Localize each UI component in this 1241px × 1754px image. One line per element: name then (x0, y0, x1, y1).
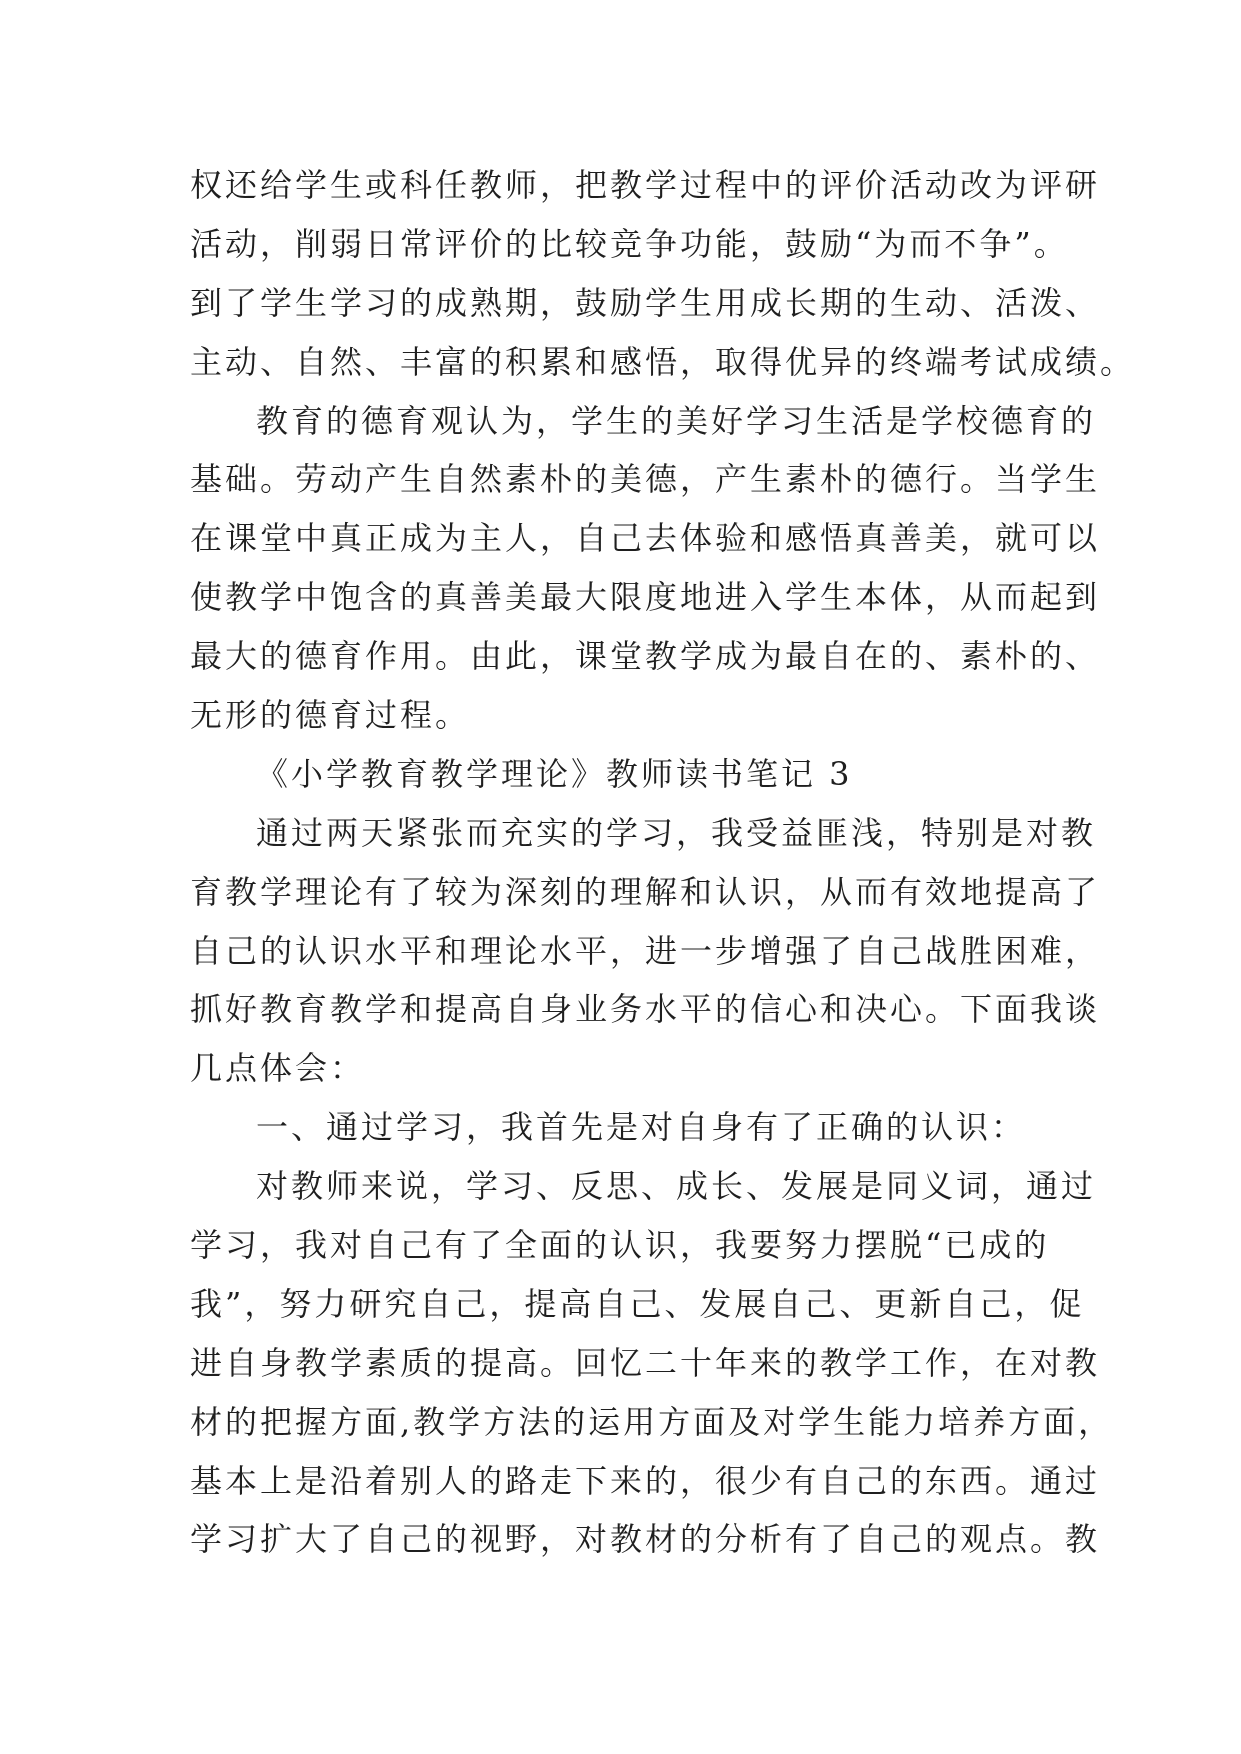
text-line: 基本上是沿着别人的路走下来的，很少有自己的东西。通过 (190, 1461, 1101, 1500)
text-line: 我”，努力研究自己，提高自己、发展自己、更新自己，促 (190, 1284, 1085, 1323)
text-line: 权还给学生或科任教师，把教学过程中的评价活动改为评研 (190, 166, 1101, 204)
text-line: 使教学中饱含的真善美最大限度地进入学生本体，从而起到 (190, 578, 1101, 617)
text-line: 自己的认识水平和理论水平，进一步增强了自己战胜困难， (190, 931, 1101, 970)
text-line: 主动、自然、丰富的积累和感悟，取得优异的终端考试成绩。 (190, 342, 1136, 381)
text-line: 学习扩大了自己的视野，对教材的分析有了自己的观点。教 (190, 1520, 1101, 1559)
text-line: 几点体会： (190, 1049, 366, 1088)
document-body (190, 156, 1136, 1569)
text-line: 基础。劳动产生自然素朴的美德，产生素朴的德行。当学生 (190, 460, 1101, 499)
text-line: 通过两天紧张而充实的学习，我受益匪浅，特别是对教 (256, 813, 1097, 852)
text-line: 育教学理论有了较为深刻的理解和认识，从而有效地提高了 (190, 872, 1101, 911)
text-line: 在课堂中真正成为主人，自己去体验和感悟真善美，就可以 (190, 519, 1101, 558)
text-line: 教育的德育观认为，学生的美好学习生活是学校德育的 (256, 401, 1097, 440)
text-line: 到了学生学习的成熟期，鼓励学生用成长期的生动、活泼、 (190, 283, 1101, 322)
text-line: 对教师来说，学习、反思、成长、发展是同义词，通过 (256, 1167, 1097, 1206)
text-line: 最大的德育作用。由此，课堂教学成为最自在的、素朴的、 (190, 637, 1101, 676)
text-line: 材的把握方面,教学方法的运用方面及对学生能力培养方面， (190, 1402, 1114, 1441)
text-line: 活动，削弱日常评价的比较竞争功能，鼓励“为而不争”。 (190, 224, 1069, 263)
text-line: 一、通过学习，我首先是对自身有了正确的认识： (256, 1108, 1027, 1147)
text-line: 无形的德育过程。 (190, 696, 471, 735)
text-line: 学习，我对自己有了全面的认识，我要努力摆脱“已成的 (190, 1226, 1050, 1265)
section-heading: 《小学教育教学理论》教师读书笔记 3 (256, 754, 853, 793)
text-line: 进自身教学素质的提高。回忆二十年来的教学工作，在对教 (190, 1343, 1101, 1382)
text-line: 抓好教育教学和提高自身业务水平的信心和决心。下面我谈 (190, 990, 1101, 1029)
